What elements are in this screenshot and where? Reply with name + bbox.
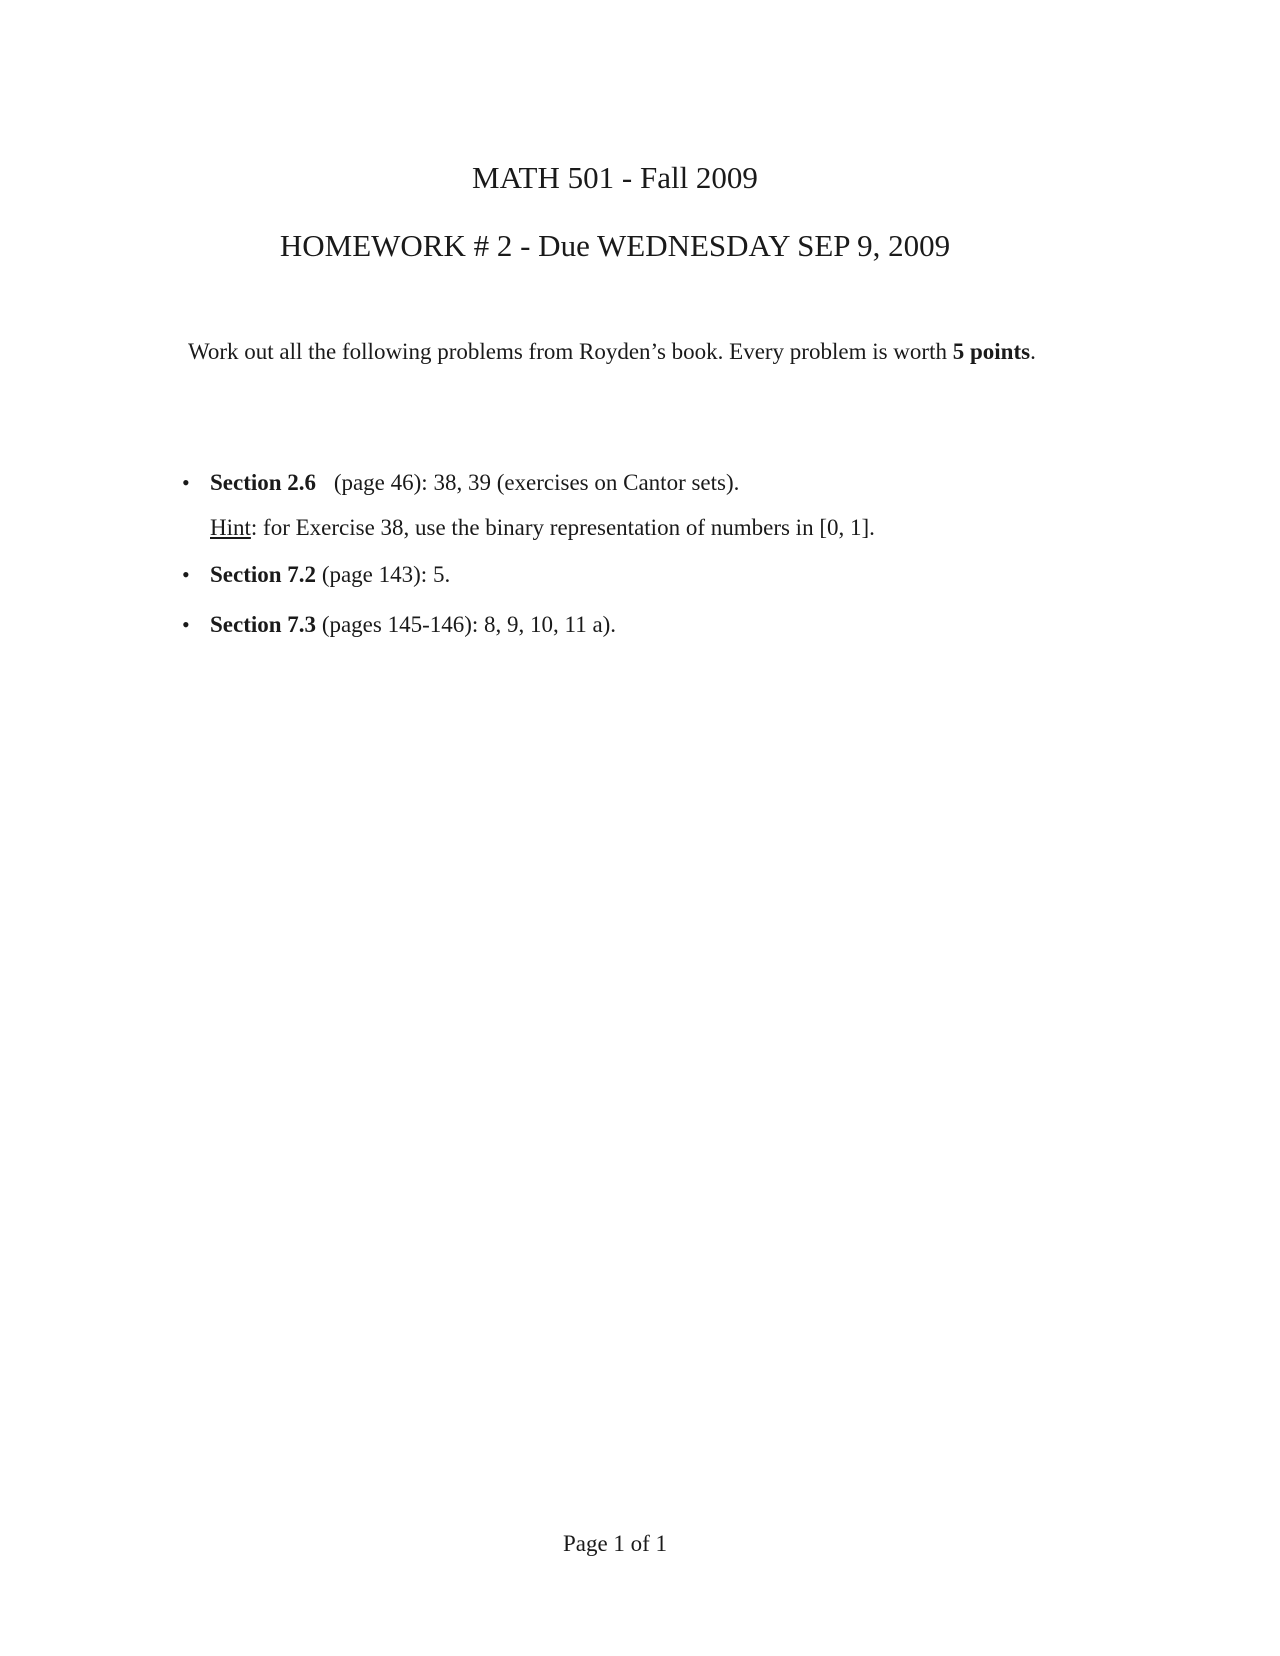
hint-text: : for Exercise 38, use the binary representation of numbers in [0, 1].	[250, 515, 875, 540]
intro-paragraph	[150, 336, 1090, 367]
page-number: Page 1 of 1	[562, 1531, 668, 1556]
list-item	[182, 560, 1082, 590]
section-label: Section 7.3	[210, 612, 317, 637]
document-subtitle: HOMEWORK # 2 - Due WEDNESDAY SEP 9, 2009	[279, 228, 951, 263]
section-detail: (page 143): 5.	[321, 562, 451, 587]
intro-period: .	[1030, 339, 1036, 364]
section-label: Section 7.2	[210, 562, 317, 587]
intro-text: Work out all the following problems from Royden’s book. Every problem is worth	[188, 339, 953, 364]
list-item	[182, 468, 1082, 498]
problem-list	[182, 468, 1082, 640]
bullet-icon: •	[182, 612, 190, 637]
intro-points: 5 points	[952, 339, 1031, 364]
section-label: Section 2.6	[210, 470, 317, 495]
list-item	[182, 610, 1082, 640]
bullet-icon: •	[182, 562, 190, 587]
hint-line	[182, 513, 1082, 543]
section-detail: (page 46): 38, 39 (exercises on Cantor sets).	[333, 470, 740, 495]
section-detail: (pages 145-146): 8, 9, 10, 11 a).	[321, 612, 617, 637]
hint-label: Hint	[210, 515, 251, 540]
bullet-icon: •	[182, 470, 190, 495]
document-title: MATH 501 - Fall 2009	[472, 160, 758, 195]
